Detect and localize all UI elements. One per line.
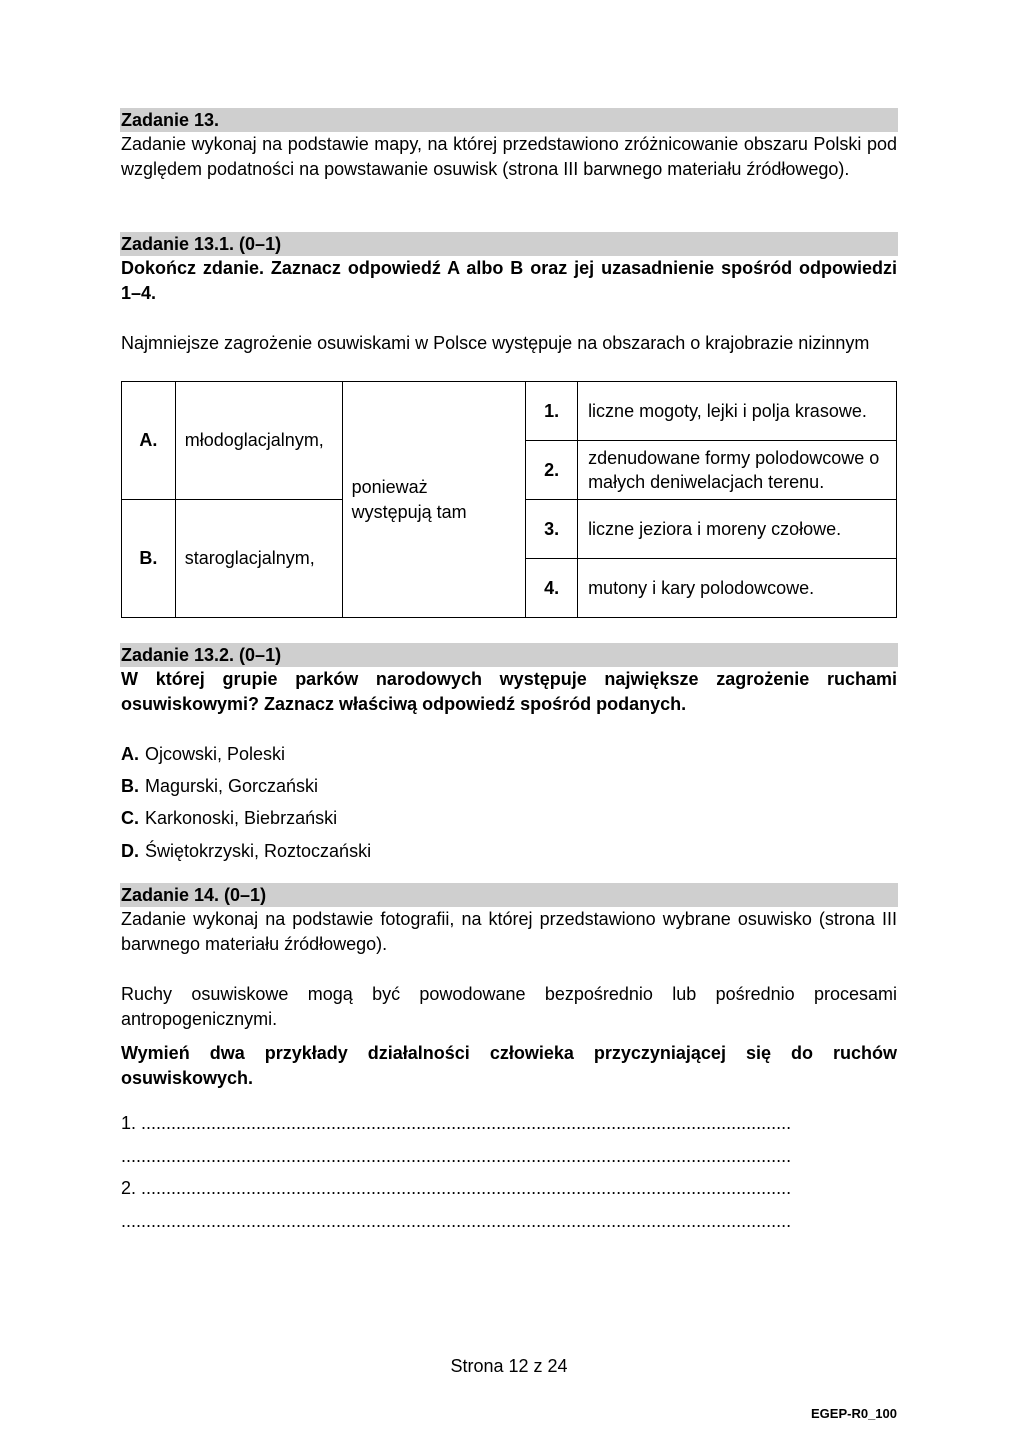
answer-table (121, 381, 897, 618)
connector-cell: ponieważ występują tam (342, 382, 526, 618)
option-a-text: młodoglacjalnym, (175, 382, 342, 500)
task-14-heading: Zadanie 14. (0–1) (120, 883, 898, 907)
reason-4-number[interactable]: 4. (526, 559, 578, 618)
page-number: Strona 12 z 24 (450, 1356, 568, 1376)
reason-1-text: liczne mogoty, lejki i polja krasowe. (578, 382, 897, 441)
option-b-letter[interactable]: B. (122, 500, 176, 618)
task-13-intro: Zadanie wykonaj na podstawie mapy, na której przedstawiono zróżnicowanie obszaru Polski pod względem podatności na powstawanie osuwisk (strona III barwnego materiału źródłowego). (121, 134, 897, 179)
reason-2-number[interactable]: 2. (526, 441, 578, 500)
task-14-instruction: Wymień dwa przykłady działalności człowieka przyczyniającej się do ruchów osuwiskowych. (121, 1043, 897, 1088)
task-13-1-heading: Zadanie 13.1. (0–1) (120, 232, 898, 256)
reason-3-text: liczne jeziora i moreny czołowe. (578, 500, 897, 559)
exam-code: EGEP-R0_100 (811, 1406, 897, 1421)
answer-d[interactable]: D. Świętokrzyski, Roztoczański (121, 841, 372, 861)
task-13-1-instruction: Dokończ zdanie. Zaznacz odpowiedź A albo B oraz jej uzasadnienie spośród odpowiedzi 1–4. (121, 258, 897, 303)
task-13-2-heading: Zadanie 13.2. (0–1) (120, 643, 898, 667)
answer-c[interactable]: C. Karkonoski, Biebrzański (121, 808, 338, 828)
reason-2-text: zdenudowane formy polodowcowe o małych deniwelacjach terenu. (578, 441, 897, 500)
option-a-letter[interactable]: A. (122, 382, 176, 500)
task-13-2-question: W której grupie parków narodowych występuje największe zagrożenie ruchami osuwiskowymi? Zaznacz właściwą odpowiedź spośród podanych. (121, 669, 897, 714)
answer-line-1[interactable]: 1. .................................................................................................................................. (121, 1113, 792, 1133)
task-14-statement: Ruchy osuwiskowe mogą być powodowane bezpośrednio lub pośrednio procesami antropogenicznymi. (121, 984, 897, 1029)
reason-3-number[interactable]: 3. (526, 500, 578, 559)
option-b-text: staroglacjalnym, (175, 500, 342, 618)
task-14-intro: Zadanie wykonaj na podstawie fotografii, na której przedstawiono wybrane osuwisko (strona III barwnego materiału źródłowego). (121, 909, 897, 954)
answer-line-2[interactable]: 2. .................................................................................................................................. (121, 1178, 792, 1198)
answer-b[interactable]: B. Magurski, Gorczański (121, 776, 319, 796)
task-13-1-stem: Najmniejsze zagrożenie osuwiskami w Polsce występuje na obszarach o krajobrazie nizinnym (121, 333, 870, 353)
reason-1-number[interactable]: 1. (526, 382, 578, 441)
answer-line-1-cont[interactable]: ...................................................................................................................................... (121, 1146, 792, 1166)
answer-a[interactable]: A. Ojcowski, Poleski (121, 744, 286, 764)
task-13-heading: Zadanie 13. (120, 108, 898, 132)
reason-4-text: mutony i kary polodowcowe. (578, 559, 897, 618)
answer-line-2-cont[interactable]: ...................................................................................................................................... (121, 1211, 792, 1231)
